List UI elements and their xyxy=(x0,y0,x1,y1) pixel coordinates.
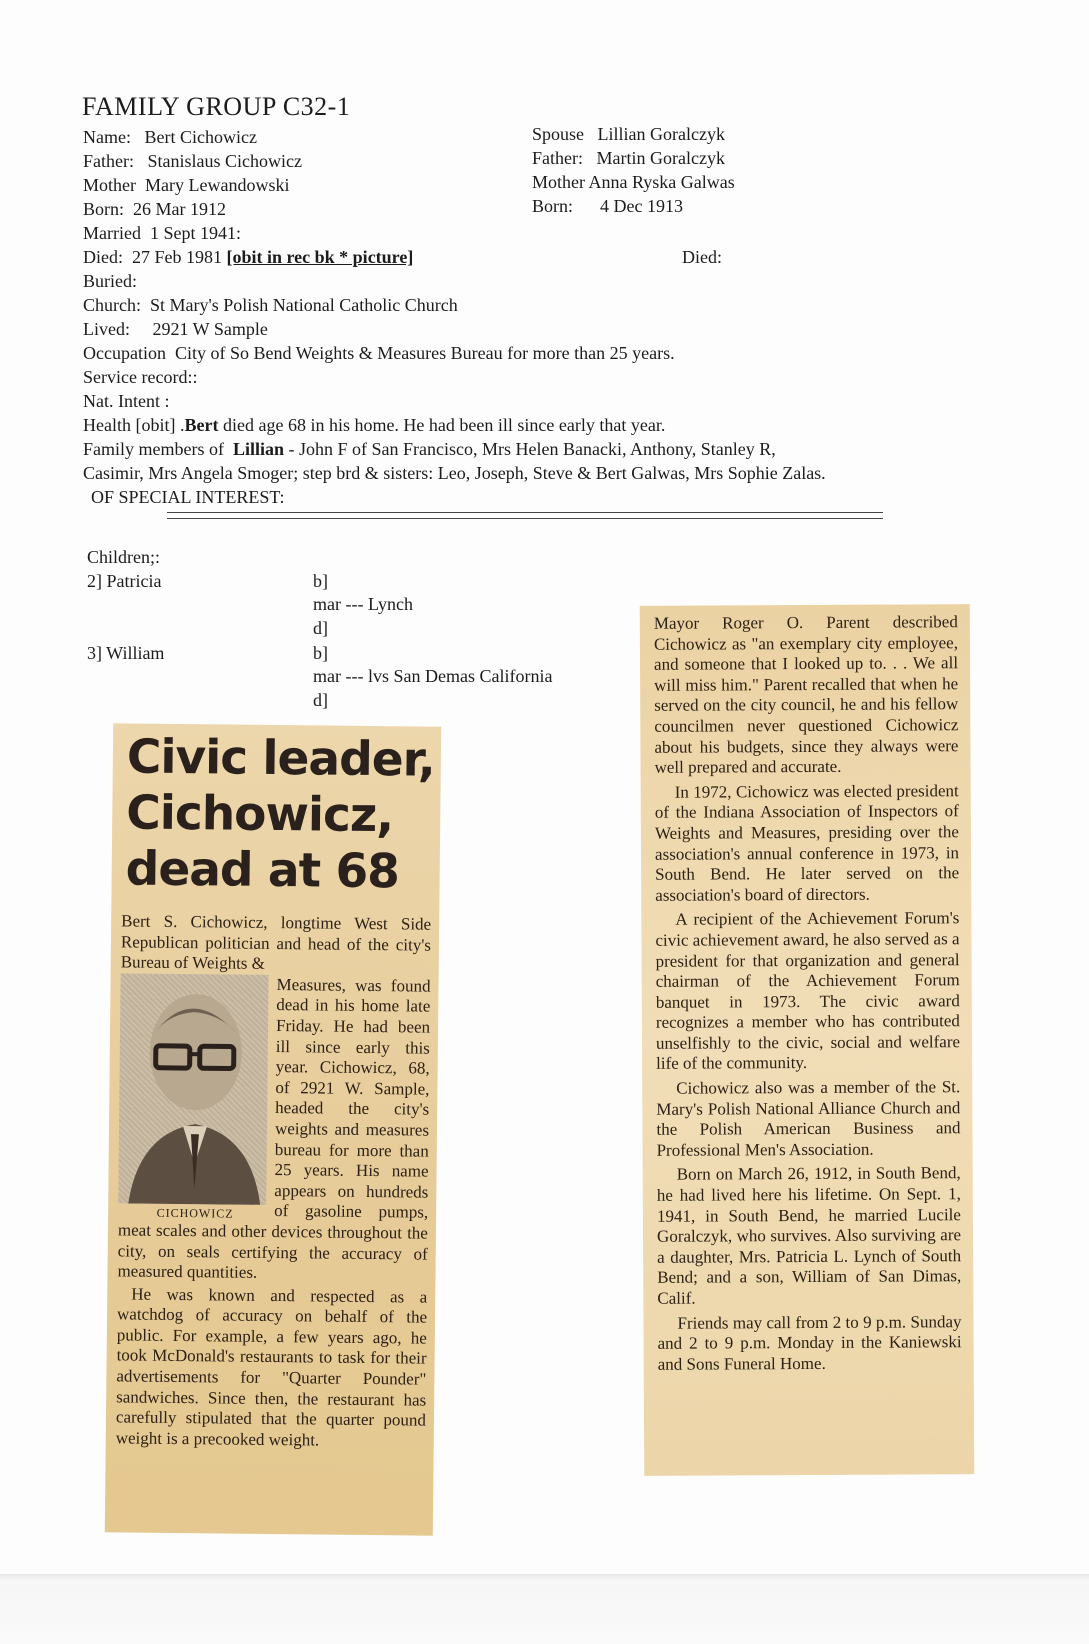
service-label: Service record:: xyxy=(83,367,198,387)
mother-row xyxy=(83,175,289,196)
church-label: Church: xyxy=(83,295,141,315)
born-row xyxy=(83,199,226,220)
obituary-paragraph: Born on March 26, 1912, in South Bend, he had lived here his lifetime. On Sept. 1, 1941, in South Bend, he married Lucile Goralczyk, who survives. Also surviving are a daughter, Mrs. Patricia L. Lynch of South Bend; and a son, William of San Dimas, Calif. xyxy=(656,1163,962,1308)
died-note: [obit in rec bk * picture] xyxy=(226,247,414,267)
double-rule-divider xyxy=(167,512,883,519)
father-row xyxy=(83,151,302,172)
obituary-clipping-left xyxy=(105,723,441,1535)
spouse-row xyxy=(532,124,725,145)
obituary-headline xyxy=(111,723,441,900)
spouse-died-label: Died: xyxy=(682,247,722,267)
spouse-born-row xyxy=(532,196,683,217)
spouse-born-label: Born: xyxy=(532,196,574,216)
obituary-paragraph: Friends may call from 2 to 9 p.m. Sunday and 2 to 9 p.m. Monday in the Kaniewski and Sons Funeral Home. xyxy=(657,1311,962,1374)
obituary-paragraph: In 1972, Cichowicz was elected president of the Indiana Association of Inspectors of Weights and Measures, presiding over the association's annual conference in 1973, in South Bend. He later served on the association's board of directors. xyxy=(654,780,960,905)
obituary-intro: Bert S. Cichowicz, longtime West Side Republican politician and head of the city's Bureau of Weights & xyxy=(120,911,432,974)
born-value: 26 Mar 1912 xyxy=(133,199,227,219)
spouse-father-value: Martin Goralczyk xyxy=(596,148,725,168)
spouse-born-value: 4 Dec 1913 xyxy=(600,196,683,216)
page-title: FAMILY GROUP C32-1 xyxy=(82,92,351,121)
lived-row xyxy=(83,319,268,340)
spouse-mother-value: Anna Ryska Galwas xyxy=(588,172,735,192)
nat-intent-label: Nat. Intent : xyxy=(83,391,170,411)
spouse-father-row xyxy=(532,148,725,169)
spouse-father-label: Father: xyxy=(532,148,583,168)
child-born: b] xyxy=(313,643,328,663)
spouse-mother-row xyxy=(532,172,735,193)
name-row xyxy=(83,127,257,148)
obituary-paragraph: A recipient of the Achievement Forum's civic achievement award, he also served as a president for that organization and general chairman of the Achievement Forum banquet in 1973. The civic award recognizes a member who has contributed unselfishly to the civic, social and welfare life of the community. xyxy=(655,908,961,1074)
sleeve-edge xyxy=(0,1574,1089,1644)
occupation-label: Occupation xyxy=(83,343,166,363)
occupation-value: City of So Bend Weights & Measures Bureau for more than 25 years. xyxy=(174,343,675,363)
health-row xyxy=(83,415,665,436)
occupation-row xyxy=(83,343,675,364)
family-row-1 xyxy=(83,439,776,460)
married-row xyxy=(83,223,241,244)
church-row xyxy=(83,295,458,316)
father-label: Father: xyxy=(83,151,134,171)
married-value: 1 Sept 1941: xyxy=(149,223,241,243)
born-label: Born: xyxy=(83,199,125,219)
child-name: 2] Patricia xyxy=(87,571,162,591)
family-value-1: - John F of San Francisco, Mrs Helen Banacki, Anthony, Stanley R, xyxy=(284,439,776,459)
family-label: Family members of xyxy=(83,439,229,459)
special-interest-label: OF SPECIAL INTEREST: xyxy=(91,487,285,507)
child-died: d] xyxy=(313,618,328,638)
obituary-paragraph: Cichowicz also was a member of the St. Mary's Polish National Alliance Church and the Polish American Business and Professional Men's Association. xyxy=(656,1077,961,1160)
family-row-2: Casimir, Mrs Angela Smoger; step brd & sisters: Leo, Joseph, Steve & Bert Galwas, Mrs Sophie Zalas. xyxy=(83,463,826,483)
portrait-image xyxy=(118,973,268,1205)
name-label: Name: xyxy=(83,127,131,147)
spouse-mother-label: Mother xyxy=(532,172,585,192)
child-born: b] xyxy=(313,571,328,591)
obituary-body: Measures, was found dead in his home late Friday. He had been ill since early this year. Cichowicz, 68, of 2921 W. Sample, headed the city's weights and measures bureau for more than 25 years. His name appears on hundreds of gasoline pumps, meat scales and other devices throughout the city, on seals certifying the accuracy of measured quantities. xyxy=(117,974,431,1282)
headline-line: Civic leader, xyxy=(126,729,436,788)
mother-label: Mother xyxy=(83,175,136,195)
headline-line: dead at 68 xyxy=(125,841,400,900)
portrait-photo xyxy=(118,973,268,1221)
mother-value: Mary Lewandowski xyxy=(145,175,290,195)
obituary-clipping-right xyxy=(640,604,975,1476)
obituary-continued xyxy=(654,612,962,1375)
spouse-value: Lillian Goralczyk xyxy=(597,124,725,144)
died-value: 27 Feb 1981 xyxy=(132,247,222,267)
child-married: mar --- Lynch xyxy=(313,594,413,614)
health-label: Health [obit] . xyxy=(83,415,185,435)
child-married: mar --- lvs San Demas California xyxy=(313,666,553,686)
headline-line: Cichowicz, xyxy=(126,785,394,844)
church-value: St Mary's Polish National Catholic Church xyxy=(150,295,458,315)
health-value: died age 68 in his home. He had been ill since early that year. xyxy=(218,415,666,435)
spouse-label: Spouse xyxy=(532,124,585,144)
family-name: Lillian xyxy=(232,439,285,459)
photo-caption: CICHOWICZ xyxy=(156,1205,234,1221)
obituary-wrap xyxy=(116,973,431,1452)
obituary-paragraph: Mayor Roger O. Parent described Cichowicz as "an exemplary city employee, and someone that I looked up to. . . We all will miss him." Parent recalled that when he served on the city council, he and his fellow councilmen never questioned Cichowicz about his budgets, since they always were well prepared and accurate. xyxy=(653,612,959,777)
lived-label: Lived: xyxy=(83,319,130,339)
died-row xyxy=(83,247,413,268)
father-value: Stanislaus Cichowicz xyxy=(147,151,302,171)
lived-value: 2921 W Sample xyxy=(152,319,268,339)
married-label: Married xyxy=(83,223,141,243)
obituary-paragraph: He was known and respected as a watchdog of accuracy on behalf of the public. For example, a few years ago, he took McDonald's restaurants to task for their advertisements for "Quarter Pounder" sandwiches. Since then, the restaurant has carefully stipulated that the quarter pound weight is a precooked weight. xyxy=(115,1284,428,1450)
buried-label: Buried: xyxy=(83,271,137,291)
name-value: Bert Cichowicz xyxy=(144,127,257,147)
child-died: d] xyxy=(313,690,328,710)
children-label: Children;: xyxy=(87,547,160,567)
health-name: Bert xyxy=(184,415,219,435)
died-label: Died: xyxy=(83,247,123,267)
child-name: 3] William xyxy=(87,643,165,663)
